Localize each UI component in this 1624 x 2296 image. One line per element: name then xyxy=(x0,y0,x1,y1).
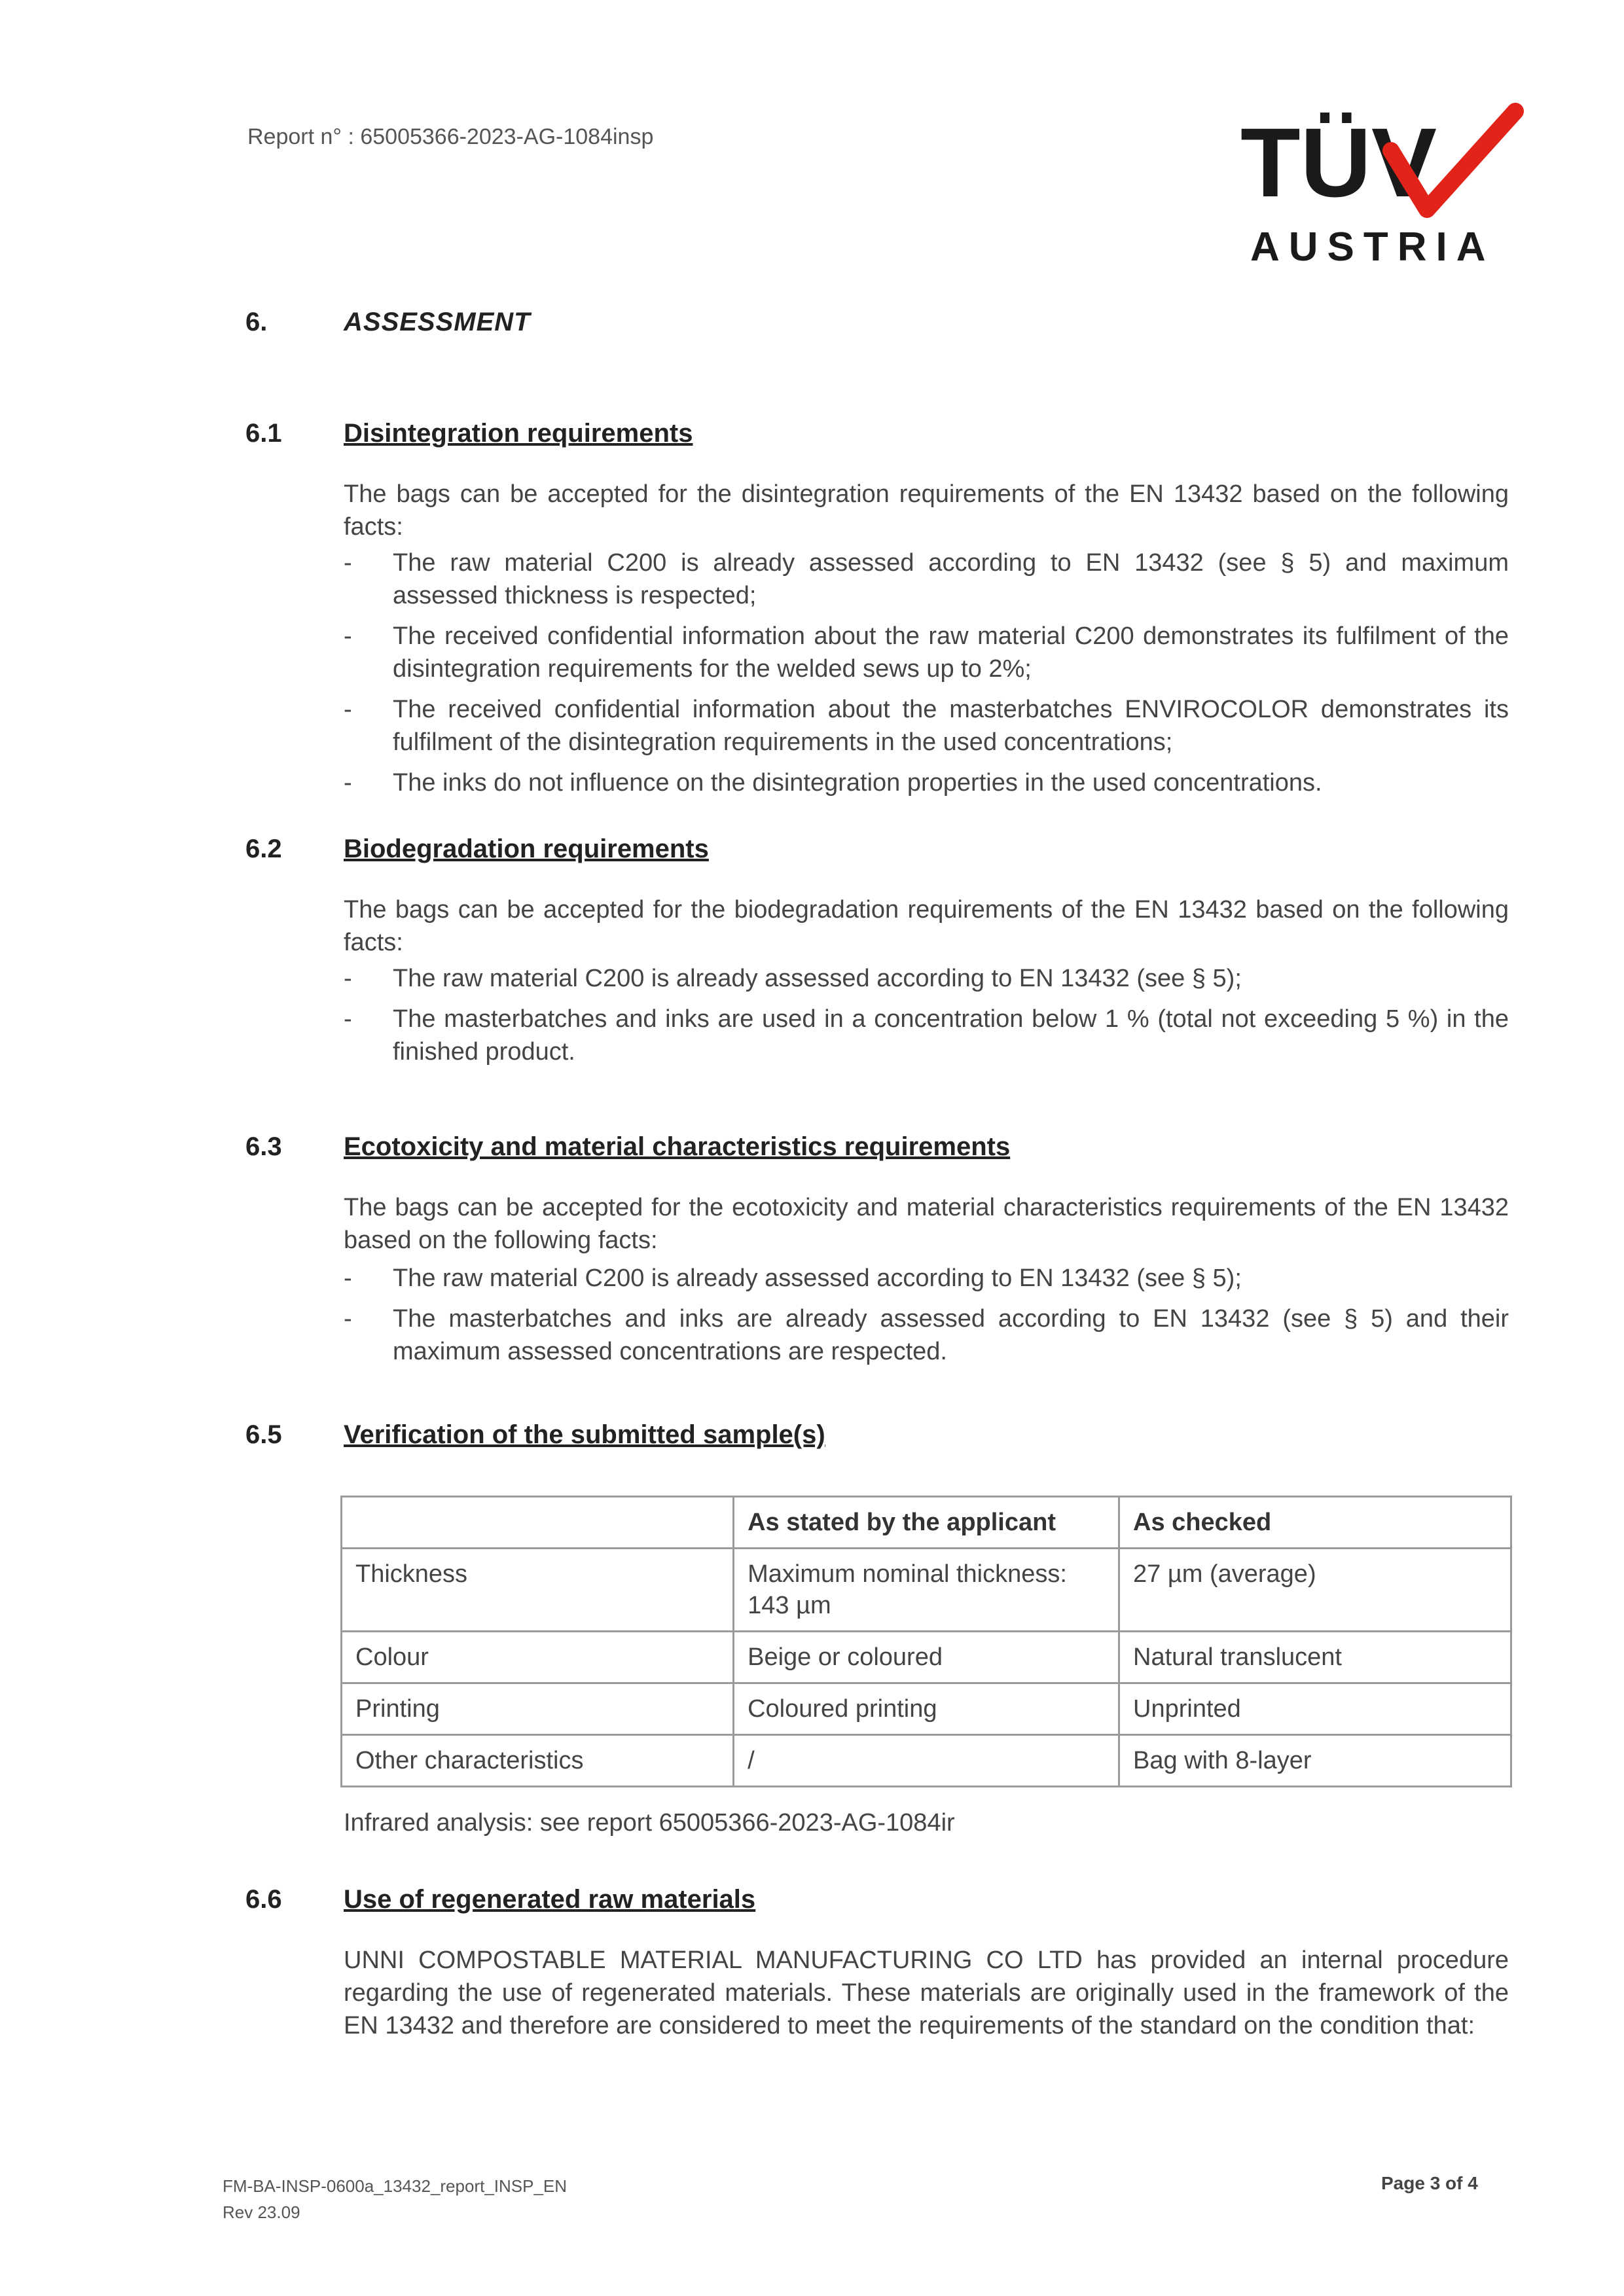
table-cell: 27 µm (average) xyxy=(1119,1549,1511,1632)
table-cell: Printing xyxy=(342,1683,734,1735)
dash-marker: - xyxy=(344,1265,352,1292)
section-title: Ecotoxicity and material characteristics requirements xyxy=(344,1132,1011,1161)
page-number: Page 3 of 4 xyxy=(1381,2173,1478,2193)
tuv-austria-logo xyxy=(1237,98,1525,275)
section-intro: The bags can be accepted for the biodegradation requirements of the EN 13432 based on the following facts: xyxy=(344,896,1509,956)
section-intro: The bags can be accepted for the ecotoxicity and material characteristics requirements of the EN 13432 based on the following facts: xyxy=(344,1194,1509,1254)
list-item: - The masterbatches and inks are already assessed according to EN 13432 (see § 5) and their maximum assessed concentrations are respected. xyxy=(344,1302,1509,1368)
table-row xyxy=(342,1632,1511,1683)
footer-form-info xyxy=(223,2173,567,2225)
section-title: Biodegradation requirements xyxy=(344,834,709,863)
dash-marker: - xyxy=(344,1305,352,1333)
dash-marker: - xyxy=(344,965,352,992)
table-header-row xyxy=(342,1497,1511,1549)
table-header-cell xyxy=(342,1497,734,1549)
section-number: 6.1 xyxy=(245,419,282,448)
section-title: ASSESSMENT xyxy=(344,308,531,336)
table-cell: Coloured printing xyxy=(734,1683,1119,1735)
list-item: - The raw material C200 is already assessed according to EN 13432 (see § 5); xyxy=(344,962,1509,995)
table-row xyxy=(342,1549,1511,1632)
report-number: Report n° : 65005366-2023-AG-1084insp xyxy=(247,124,654,149)
table-cell: Other characteristics xyxy=(342,1735,734,1787)
list-item: - The masterbatches and inks are used in a concentration below 1 % (total not exceeding 5 %) in the finished product. xyxy=(344,1003,1509,1068)
table-cell: Maximum nominal thickness: 143 µm xyxy=(734,1549,1119,1632)
bullet-list xyxy=(344,962,1509,1076)
dash-marker: - xyxy=(344,769,352,797)
section-text: UNNI COMPOSTABLE MATERIAL MANUFACTURING CO LTD has provided an internal procedure regarding the use of regenerated materials. These materials are originally used in the framework of the EN 13432 and therefore are considered to meet the requirements of the standard on the condition that: xyxy=(344,1946,1509,2039)
table-cell: Beige or coloured xyxy=(734,1632,1119,1683)
table-cell: Bag with 8-layer xyxy=(1119,1735,1511,1787)
section-number: 6. xyxy=(245,308,268,336)
section-title: Verification of the submitted sample(s) xyxy=(344,1420,825,1449)
table-header-cell: As checked xyxy=(1119,1497,1511,1549)
table-header-cell: As stated by the applicant xyxy=(734,1497,1119,1549)
tuv-logo-graphic xyxy=(1237,98,1525,275)
table-cell: Natural translucent xyxy=(1119,1632,1511,1683)
logo-tuv-text: TÜV xyxy=(1240,107,1437,217)
dash-marker: - xyxy=(344,1005,352,1033)
table-cell: Colour xyxy=(342,1632,734,1683)
list-item: - The raw material C200 is already assessed according to EN 13432 (see § 5) and maximum assessed thickness is respected; xyxy=(344,547,1509,612)
section-number: 6.3 xyxy=(245,1132,282,1161)
section-number: 6.5 xyxy=(245,1420,282,1449)
section-title: Disintegration requirements xyxy=(344,419,693,448)
footer-revision: Rev 23.09 xyxy=(223,2202,300,2222)
table-cell: / xyxy=(734,1735,1119,1787)
infrared-note: Infrared analysis: see report 65005366-2023-AG-1084ir xyxy=(344,1809,955,1837)
bullet-list xyxy=(344,547,1509,807)
dash-marker: - xyxy=(344,549,352,577)
dash-marker: - xyxy=(344,696,352,723)
section-intro: The bags can be accepted for the disintegration requirements of the EN 13432 based on the following facts: xyxy=(344,480,1509,541)
list-item: - The inks do not influence on the disintegration properties in the used concentrations. xyxy=(344,766,1509,799)
section-number: 6.6 xyxy=(245,1885,282,1914)
table-row xyxy=(342,1735,1511,1787)
logo-austria-text: AUSTRIA xyxy=(1250,224,1495,270)
list-item: - The received confidential information about the masterbatches ENVIROCOLOR demonstrates its fulfilment of the disintegration requirements in the used concentrations; xyxy=(344,693,1509,759)
bullet-list xyxy=(344,1262,1509,1376)
section-title: Use of regenerated raw materials xyxy=(344,1885,756,1914)
section-number: 6.2 xyxy=(245,834,282,863)
list-item: - The raw material C200 is already assessed according to EN 13432 (see § 5); xyxy=(344,1262,1509,1295)
table-row xyxy=(342,1683,1511,1735)
verification-table xyxy=(340,1496,1512,1787)
list-item: - The received confidential information about the raw material C200 demonstrates its fulfilment of the disintegration requirements for the welded sews up to 2%; xyxy=(344,620,1509,685)
table-cell: Thickness xyxy=(342,1549,734,1632)
table-cell: Unprinted xyxy=(1119,1683,1511,1735)
footer-form-code: FM-BA-INSP-0600a_13432_report_INSP_EN xyxy=(223,2176,568,2196)
dash-marker: - xyxy=(344,622,352,650)
